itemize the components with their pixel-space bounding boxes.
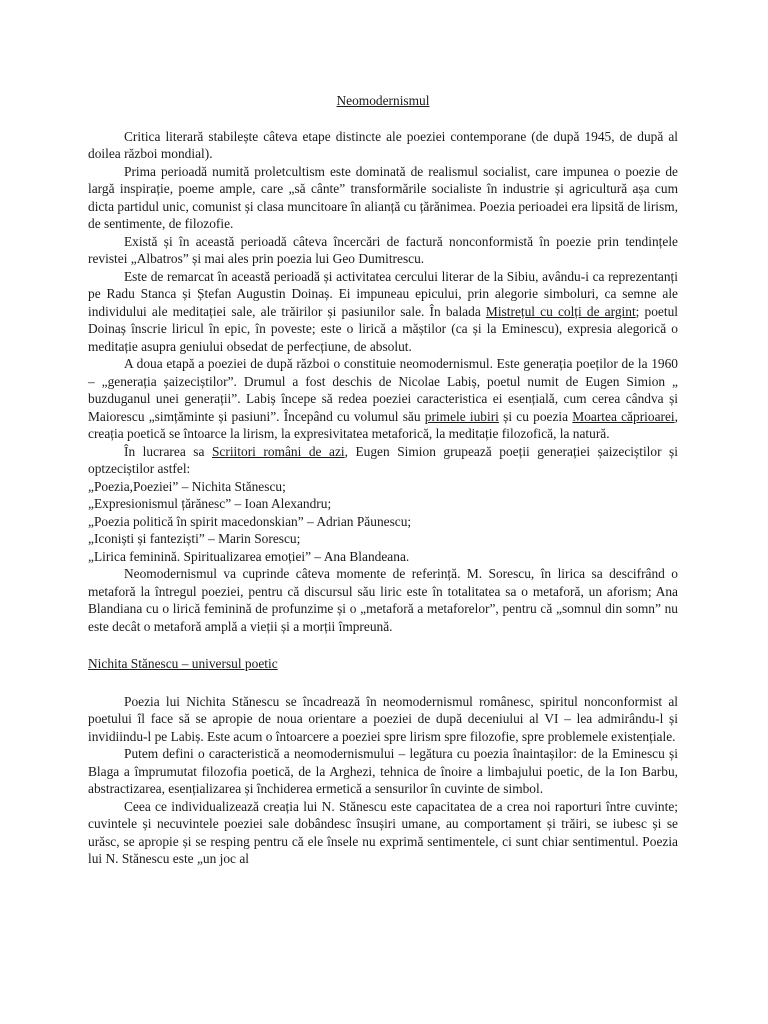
paragraph-text: , Eugen Simion grupează poeții generației șaizeciștilor și optzeciștilor astfel: <box>88 443 678 476</box>
paragraph-text: , creația poetică se întoarce la lirism, la expresivitatea metaforică, la meditație filozofică, la natură. <box>88 408 678 441</box>
work-title-primele-iubiri: primele iubiri <box>424 408 499 424</box>
work-title-moartea-caprioarei: Moartea căprioarei <box>572 408 675 424</box>
paragraph-albatros: Există și în această perioadă câteva încercări de factură nonconformistă în poezie prin tendințele revistei „Albatros” și mai ales prin poezia lui Geo Dumitrescu. <box>88 233 678 266</box>
section-title: Nichita Stănescu – universul poetic <box>88 656 278 671</box>
paragraph-proletcultism: Prima perioadă numită proletcultism este dominată de realismul socialist, care impunea o poezie de largă inspirație, poeme ample, care „să cânte” transformările socialiste în industrie și agricultură așa cum dicta partidul unic, comunist și clasa muncitoare în alianță cu țărănimea. Poezia perioadei era lipsită de lirism, de sentimente, de filozofie. <box>88 163 678 231</box>
paragraph-text: Este de remarcat în această perioadă și activitatea cercului literar de la Sibiu, avându-i ca reprezentanți pe Radu Stanca și Ștefan Augustin Doinaș. Ei impuneau epicului, prin alegorie simboluri, ca semne ale individului ale meditației sale, ale trăirilor și pasiunilor sale. În balada <box>88 268 678 319</box>
document-page <box>88 88 678 868</box>
list-item: „Iconiști și fanteziști” – Marin Sorescu; <box>88 531 301 546</box>
paragraph-cercul-sibiu <box>88 268 678 356</box>
work-title-mistretul: Mistrețul cu colți de argint <box>485 303 636 319</box>
paragraph-text: ; poetul Doinaș înscrie liricul în epic, în poveste; este o lirică a măștilor (ca și la Eminescu), expresia alegorică o meditație asupra geniului obsedat de perfecțiune, de absolut. <box>88 303 679 354</box>
poets-list <box>88 478 678 566</box>
paragraph-stanescu-3: Ceea ce individualizează creația lui N. Stănescu este capacitatea de a crea noi raporturi între cuvinte; cuvintele și necuvintele poeziei sale dobândesc însușiri umane, au comportament și trăiri, se iubesc și se urăsc, se apropie și se resping pentru că ele însele nu exprimă sentimentele, ci sunt chiar sentimentul. Poezia lui N. Stănescu este „un joc al <box>88 798 678 866</box>
list-item: „Poezia politică în spirit macedonskian” – Adrian Păunescu; <box>88 513 412 529</box>
paragraph-momente: Neomodernismul va cuprinde câteva momente de referință. M. Sorescu, în lirica sa descifrând o metaforă la întregul poeziei, pentru că discursul său liric este în totalitatea sa o metaforă, un aforism; Ana Blandiana cu o lirică feminină de profunzime și o „metaforă a metaforelor”, pentru că „somnul din somn” nu este decât o metaforă amplă a vieții și a morții împreună. <box>88 566 678 634</box>
paragraph-intro: Critica literară stabilește câteva etape distincte ale poeziei contemporane (de după 1945, de după al doilea război mondial). <box>88 128 678 161</box>
paragraph-text: și cu poezia <box>498 408 573 424</box>
work-title-scriitori: Scriitori români de azi <box>211 443 345 459</box>
paragraph-stanescu-2: Putem defini o caracteristică a neomodernismului – legătura cu poezia înaintașilor: de la Eminescu și Blaga a împrumutat filozofia poetică, de la Arghezi, tehnica de înoire a limbajului poetic, de la Ion Barbu, abstractizarea, esențializarea și închiderea ermetică a sensurilor în cuvinte de simbol. <box>88 746 678 796</box>
paragraph-neomodernism <box>88 355 678 443</box>
list-item: „Expresionismul țărănesc” – Ioan Alexandru; <box>88 496 332 511</box>
page-title: Neomodernismul <box>336 93 430 108</box>
paragraph-simion <box>88 443 678 478</box>
paragraph-text: În lucrarea sa <box>124 443 212 459</box>
paragraph-text: A doua etapă a poeziei de după război o constituie neomodernismul. Este generația poeților de la 1960 – „generația șaizeciștilor”. Drumul a fost deschis de Nicolae Labiș, poetul numit de Eugen Simion „ buzduganul unei generații”. Labiș începe să redea poeziei caracteristica ei esențială, cum cerea cândva și Maiorescu „simțăminte și pasiuni”. Începând cu volumul său <box>88 356 678 424</box>
list-item: „Lirica feminină. Spiritualizarea emoției” – Ana Blandeana. <box>88 548 410 564</box>
list-item: „Poezia,Poeziei” – Nichita Stănescu; <box>88 478 286 494</box>
paragraph-stanescu-1: Poezia lui Nichita Stănescu se încadrează în neomodernismul românesc, spiritul nonconformist al poetului îl face să se apropie de noua orientare a poeziei de după deceniului al VI – lea admirându-l și invidiindu-l pe Labiș. Este acum o întoarcere a poeziei spre lirism spre filozofie, spre problemele existențiale. <box>88 693 678 744</box>
